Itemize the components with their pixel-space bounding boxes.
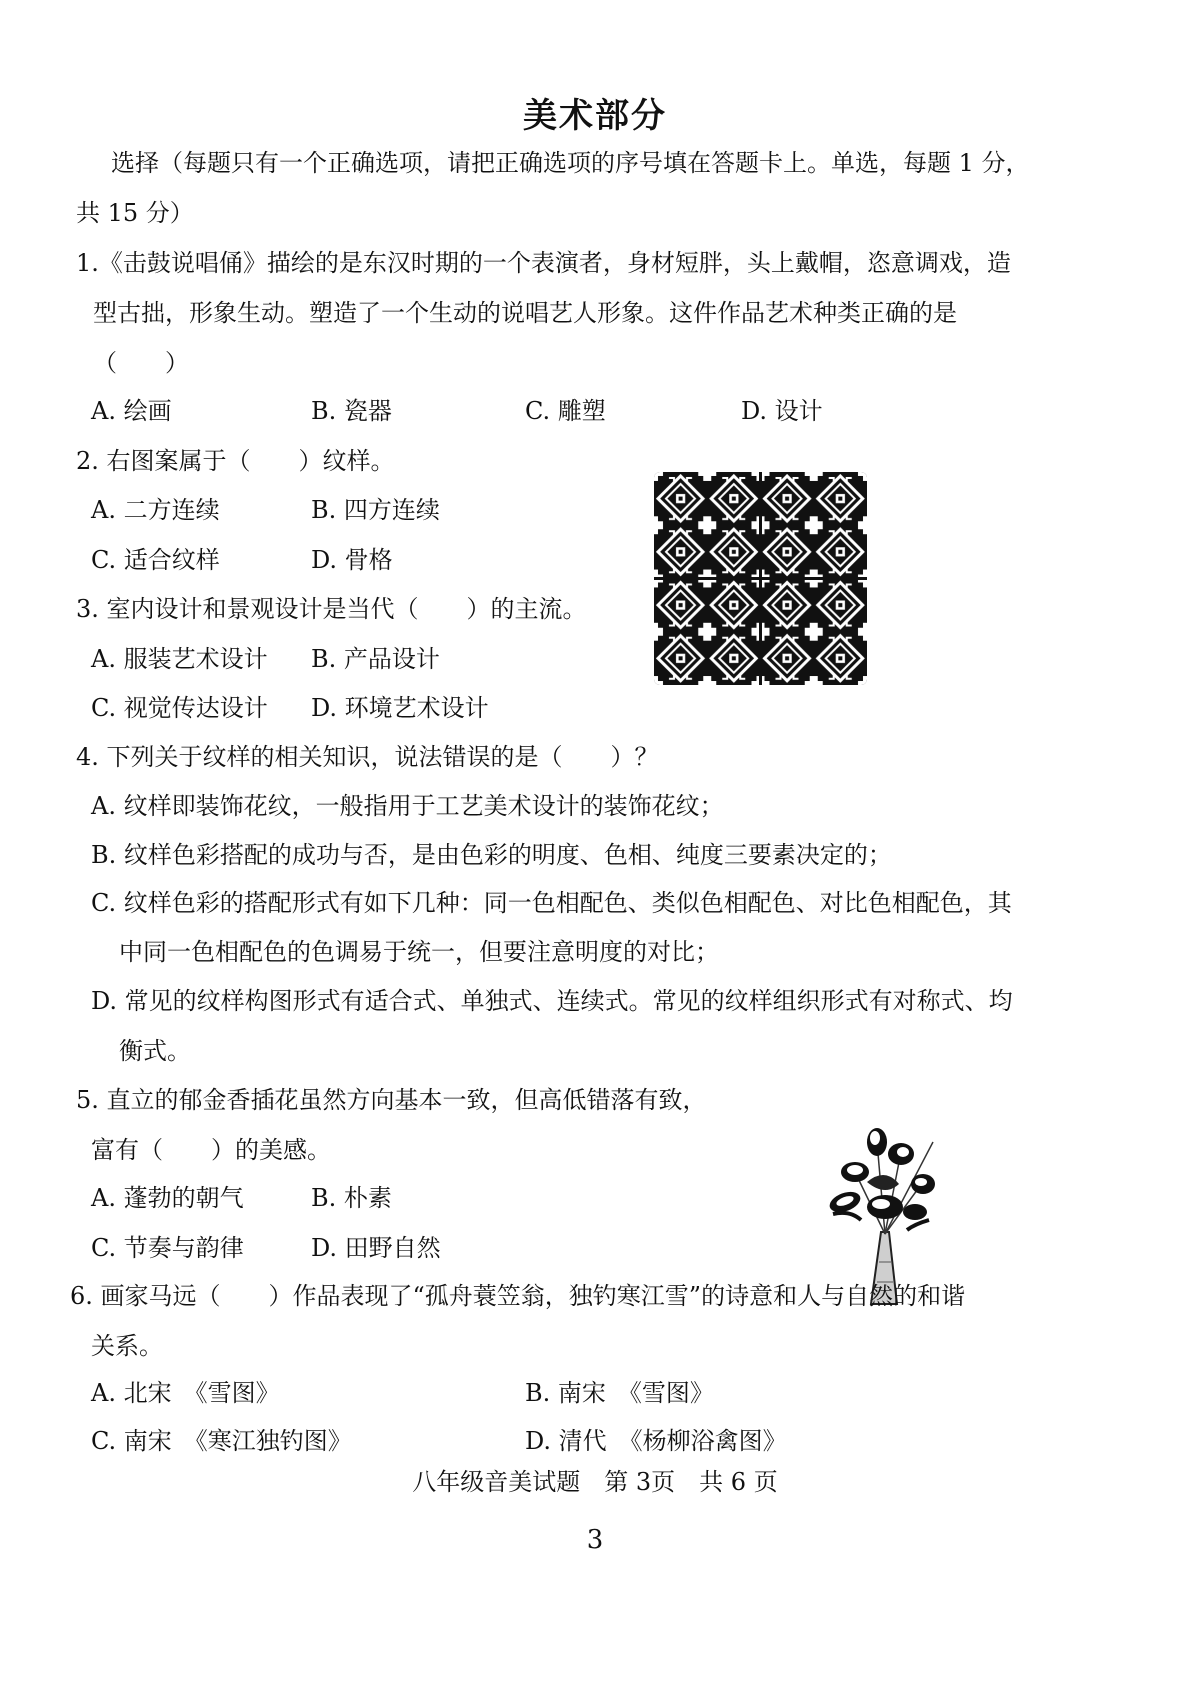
- question-5-option-d: D. 田野自然: [311, 1234, 441, 1262]
- question-4-option-a: A. 纹样即装饰花纹，一般指用于工艺美术设计的装饰花纹；: [91, 792, 724, 820]
- question-6-option-b: B. 南宋 《雪图》: [525, 1379, 714, 1407]
- question-1-option-c: C. 雕塑: [525, 397, 606, 425]
- instructions-line-1: 选择（每题只有一个正确选项，请把正确选项的序号填在答题卡上。单选，每题 1 分，: [111, 149, 1030, 177]
- page-number: 3: [586, 1525, 604, 1555]
- question-4-option-d: D. 常见的纹样构图形式有适合式、单独式、连续式。常见的纹样组织形式有对称式、均: [91, 987, 1013, 1015]
- question-5-text-2: 富有（ ）的美感。: [91, 1136, 331, 1164]
- question-3-text-1: 3. 室内设计和景观设计是当代（ ）的主流。: [76, 595, 587, 623]
- question-6-option-d: D. 清代 《杨柳浴禽图》: [525, 1427, 787, 1455]
- question-3-option-c: C. 视觉传达设计: [91, 694, 268, 722]
- question-1-option-b: B. 瓷器: [311, 397, 392, 425]
- question-6-option-c: C. 南宋 《寒江独钓图》: [91, 1427, 352, 1455]
- question-3-option-d: D. 环境艺术设计: [311, 694, 489, 722]
- question-5-option-b: B. 朴素: [311, 1184, 392, 1212]
- question-2-option-a: A. 二方连续: [91, 496, 220, 524]
- question-3-option-b: B. 产品设计: [311, 645, 440, 673]
- question-2-option-c: C. 适合纹样: [91, 546, 220, 574]
- question-2-text-1: 2. 右图案属于（ ）纹样。: [76, 447, 395, 475]
- question-4-option-c: C. 纹样色彩的搭配形式有如下几种：同一色相配色、类似色相配色、对比色相配色，其: [91, 889, 1012, 917]
- question-6-option-a: A. 北宋 《雪图》: [91, 1379, 280, 1407]
- question-1-option-d: D. 设计: [741, 397, 823, 425]
- question-4-option-d-cont: 衡式。: [119, 1037, 191, 1065]
- question-4-option-c-cont: 中同一色相配色的色调易于统一，但要注意明度的对比；: [119, 938, 719, 966]
- question-5-option-a: A. 蓬勃的朝气: [91, 1184, 244, 1212]
- question-4-text-1: 4. 下列关于纹样的相关知识，说法错误的是（ ）？: [76, 743, 659, 771]
- exam-footer: 八年级音美试题 第 3页 共 6 页: [412, 1468, 778, 1496]
- question-2-option-d: D. 骨格: [311, 546, 393, 574]
- question-1-text-2: 型古拙，形象生动。塑造了一个生动的说唱艺人形象。这件作品艺术种类正确的是: [93, 299, 957, 327]
- question-1-text-1: 1.《击鼓说唱俑》描绘的是东汉时期的一个表演者，身材短胖，头上戴帽，恣意调戏，造: [76, 249, 1011, 277]
- tulip-vase-icon: [815, 1112, 955, 1307]
- question-2-option-b: B. 四方连续: [311, 496, 440, 524]
- question-4-option-b: B. 纹样色彩搭配的成功与否，是由色彩的明度、色相、纯度三要素决定的；: [91, 841, 892, 869]
- instructions-line-2: 共 15 分）: [76, 199, 194, 227]
- question-6-text-1: 6. 画家马远（ ）作品表现了“孤舟蓑笠翁，独钓寒江雪”的诗意和人与自然的和谐: [70, 1282, 966, 1310]
- question-1-text-3: （ ）: [93, 349, 189, 377]
- lattice-pattern-icon: [654, 472, 867, 685]
- question-5-option-c: C. 节奏与韵律: [91, 1234, 244, 1262]
- question-1-option-a: A. 绘画: [91, 397, 172, 425]
- question-3-option-a: A. 服装艺术设计: [91, 645, 268, 673]
- question-6-text-2: 关系。: [91, 1332, 163, 1360]
- page-title: 美术部分: [523, 96, 667, 136]
- question-5-text-1: 5. 直立的郁金香插花虽然方向基本一致，但高低错落有致，: [76, 1086, 707, 1114]
